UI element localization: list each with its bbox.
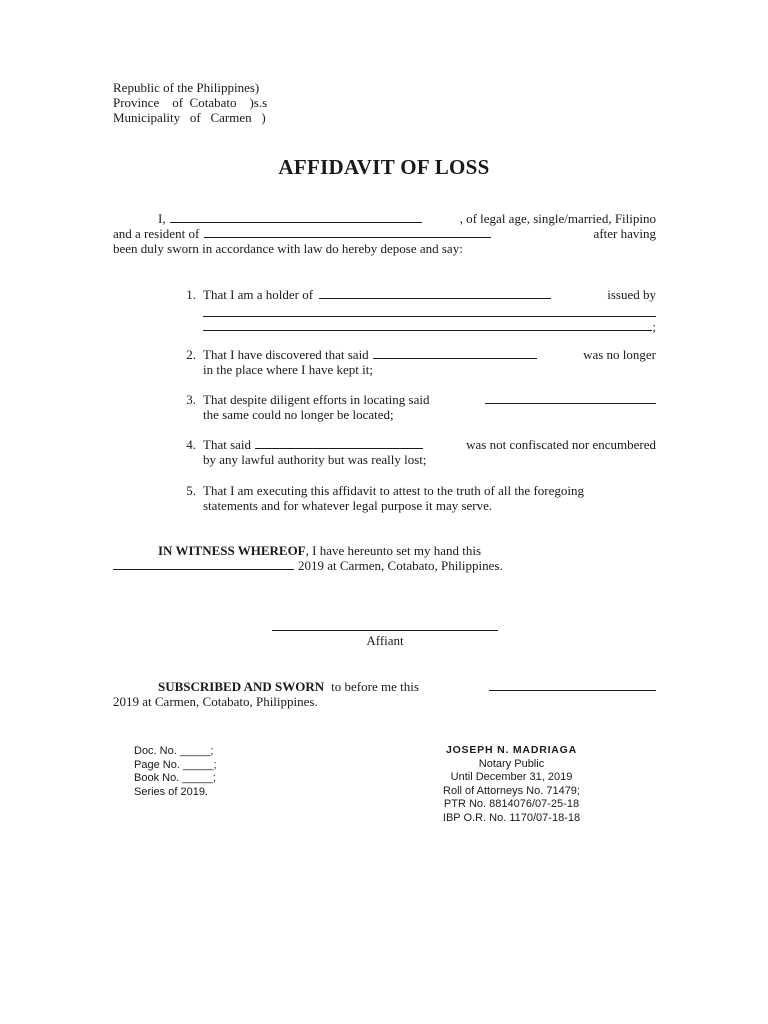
item-2-text: That I have discovered that said [203, 347, 369, 362]
intro-i: I, [158, 211, 166, 226]
doc-notes [134, 745, 217, 799]
item-3-text: That despite diligent efforts in locating said [203, 392, 430, 407]
intro-paragraph [113, 211, 656, 256]
witness-line-2: 2019 at Carmen, Cotabato, Philippines. [298, 558, 503, 573]
notary-block [398, 744, 625, 825]
witness-date-blank[interactable] [113, 558, 294, 570]
name-blank[interactable] [170, 211, 422, 223]
notary-ptr: PTR No. 8814076/07-25-18 [443, 798, 580, 810]
item-number: 5. [186, 483, 196, 498]
caption-municipality: Municipality of Carmen ) [113, 110, 266, 125]
residence-blank[interactable] [204, 226, 491, 238]
intro-after-having: after having [593, 226, 656, 241]
witness-bold: IN WITNESS WHEREOF [158, 543, 306, 558]
caption-block [113, 80, 267, 125]
intro-legal-age: , of legal age, single/married, Filipino [459, 211, 656, 226]
subscribed-bold: SUBSCRIBED AND SWORN [158, 679, 325, 694]
list-item-2 [180, 347, 656, 377]
notary-title: Notary Public [478, 757, 545, 770]
book-no: Book No. _____; [134, 772, 216, 784]
affiant-label: Affiant [366, 633, 404, 648]
list-item-5 [180, 483, 656, 513]
subscribed-line-2: 2019 at Carmen, Cotabato, Philippines. [113, 694, 318, 709]
item-number: 2. [186, 347, 196, 362]
intro-line-3 [113, 241, 656, 256]
document-title: AFFIDAVIT OF LOSS [278, 155, 490, 179]
item-5-line-2: statements and for whatever legal purpose it may serve. [203, 498, 493, 513]
series: Series of 2019. [134, 785, 208, 798]
notary-ibp: IBP O.R. No. 1170/07-18-18 [442, 811, 581, 824]
witness-text: , I have hereunto set my hand this [305, 543, 482, 558]
caption-republic: Republic of the Philippines) [113, 80, 260, 95]
intro-line-1 [113, 211, 656, 226]
item-2-text-b: was no longer [583, 347, 656, 362]
located-item-blank[interactable] [485, 392, 656, 404]
document-held-blank[interactable] [319, 287, 551, 299]
confiscated-item-blank[interactable] [255, 437, 423, 449]
subscribed-paragraph [113, 679, 656, 709]
list-item-3 [180, 392, 656, 422]
item-number: 3. [186, 392, 196, 407]
item-number: 4. [186, 437, 196, 452]
item-5-line-1: That I am executing this affidavit to attest to the truth of all the foregoing [203, 483, 584, 498]
issuer-blank-line-1[interactable] [203, 304, 656, 317]
notary-until: Until December 31, 2019 [450, 771, 573, 783]
intro-line-2 [113, 226, 656, 241]
item-1-text: That I am a holder of [203, 287, 314, 302]
item-4-text-b: was not confiscated nor encumbered [466, 437, 656, 452]
notary-roll: Roll of Attorneys No. 71479; [443, 784, 580, 797]
item-4-text: That said [203, 437, 252, 452]
item-number: 1. [186, 287, 196, 302]
item-4-line-2: by any lawful authority but was really lost; [203, 452, 427, 467]
caption-province: Province of Cotabato )s.s [113, 95, 268, 110]
subscribed-text: to before me this [331, 679, 419, 694]
page-no: Page No. _____; [134, 758, 217, 771]
item-2-line-2: in the place where I have kept it; [203, 362, 374, 377]
notary-name: JOSEPH N. MADRIAGA [445, 744, 578, 756]
item-1-end: ; [652, 319, 656, 334]
list-item-1 [180, 287, 656, 334]
list-item-4 [180, 437, 656, 467]
intro-sworn: been duly sworn in accordance with law do hereby depose and say: [113, 241, 463, 256]
item-3-line-2: the same could no longer be located; [203, 407, 394, 422]
doc-no: Doc. No. _____; [134, 745, 214, 757]
lost-item-blank[interactable] [373, 347, 537, 359]
subscribed-date-blank[interactable] [489, 679, 656, 691]
item-1-issued-by: issued by [607, 287, 656, 302]
witness-paragraph [113, 543, 656, 573]
intro-and-resident: and a resident of [113, 226, 200, 241]
issuer-blank-line-2[interactable] [203, 319, 652, 331]
affiant-signature-line[interactable] [272, 630, 498, 631]
